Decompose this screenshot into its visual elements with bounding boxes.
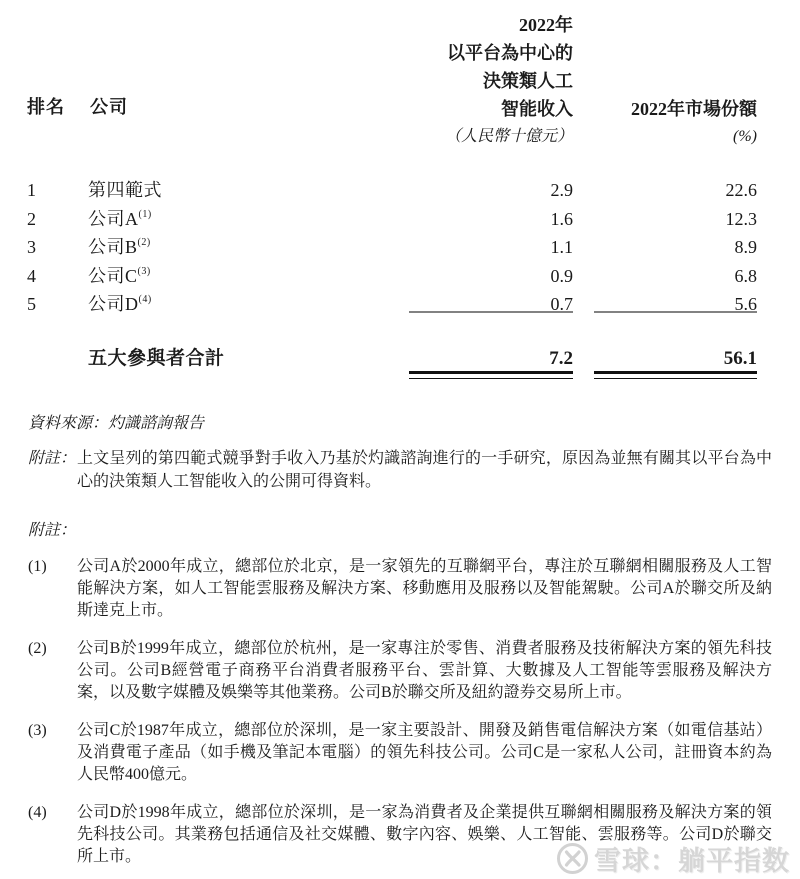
footnote-text: 公司D於1998年成立，總部位於深圳，是一家為消費者及企業提供互聯網相關服務及解決方案的領先科技公司。其業務包括通信及社交媒體、數字內容、娛樂、人工智能、雲服務等。公司D於聯交所上市。 xyxy=(77,804,772,865)
col-header-rank: 排名 xyxy=(27,97,65,117)
footnote-number: (2) xyxy=(28,640,47,657)
cell-share: 22.6 xyxy=(725,180,757,200)
cell-company xyxy=(88,233,151,261)
table-row xyxy=(0,290,800,318)
footnote-text: 公司A於2000年成立，總部位於北京，是一家領先的互聯網平台，專注於互聯網相關服務及人工智能解決方案，如人工智能雲服務及解決方案、移動應用及服務以及智能駕駛。公司A於聯交所及納斯達克上市。 xyxy=(77,558,772,619)
footnote-number: (3) xyxy=(28,722,47,739)
total-share: 56.1 xyxy=(723,348,757,369)
company-name: 公司D xyxy=(88,294,139,314)
cell-rank: 3 xyxy=(27,237,36,257)
footnote-text: 公司B於1999年成立，總部位於杭州，是一家專注於零售、消費者服務及技術解決方案的領先科技公司。公司B經營電子商務平台消費者服務平台、雲計算、大數據及人工智能等雲服務及解決方案，以及數字媒體及娛樂等其他業務。公司B於聯交所及紐約證券交易所上市。 xyxy=(77,640,772,701)
note-paragraph xyxy=(28,448,772,493)
col-header-income xyxy=(445,11,573,151)
cell-share: 5.6 xyxy=(734,294,757,314)
share-subtotal-rule xyxy=(594,311,757,313)
cell-share: 6.8 xyxy=(734,266,757,286)
company-note-ref: (1) xyxy=(138,209,152,220)
table-row xyxy=(0,176,800,204)
cell-share: 12.3 xyxy=(725,209,757,229)
col-header-income-line2: 以平台為中心的 xyxy=(447,43,573,63)
col-header-income-line4: 智能收入 xyxy=(501,99,573,119)
cell-income: 1.1 xyxy=(550,237,573,257)
cell-rank: 2 xyxy=(27,209,36,229)
xueqiu-watermark xyxy=(556,839,790,878)
xueqiu-logo-icon xyxy=(556,842,589,875)
company-name: 第四範式 xyxy=(88,180,162,200)
cell-company xyxy=(88,290,152,318)
footnote-number: (1) xyxy=(28,558,47,575)
cell-rank: 1 xyxy=(27,180,36,200)
footnote-number: (4) xyxy=(28,804,47,821)
col-header-share-title: 2022年市場份額 xyxy=(631,99,757,119)
cell-rank: 5 xyxy=(27,294,36,314)
table-header-left xyxy=(27,96,128,118)
col-header-income-unit: （人民幣十億元） xyxy=(444,128,573,145)
footnote-2 xyxy=(28,638,772,704)
col-header-share xyxy=(631,95,757,151)
company-note-ref: (3) xyxy=(137,266,151,277)
note-paragraph-text: 上文呈列的第四範式競爭對手收入乃基於灼識諮詢進行的一手研究，原因為並無有關其以平台為中心的決策類人工智能收入的公開可得資料。 xyxy=(77,450,772,490)
watermark-text: 雪球：躺平指数 xyxy=(594,846,790,876)
col-header-share-unit: (%) xyxy=(733,128,757,145)
footnote-text: 公司C於1987年成立，總部位於深圳，是一家主要設計、開發及銷售電信解決方案（如電信基站）及消費電子產品（如手機及筆記本電腦）的領先科技公司。公司C是一家私人公司，註冊資本約為人民幣400億元。 xyxy=(77,722,772,783)
company-note-ref: (4) xyxy=(138,294,152,305)
income-subtotal-rule xyxy=(409,311,573,313)
total-income: 7.2 xyxy=(549,348,573,369)
share-total-double-rule xyxy=(594,371,757,379)
cell-company xyxy=(88,176,162,204)
table-row xyxy=(0,262,800,290)
cell-share: 8.9 xyxy=(734,237,757,257)
company-name: 公司B xyxy=(88,237,138,257)
cell-company xyxy=(88,262,151,290)
income-total-double-rule xyxy=(409,371,573,379)
col-header-income-line3: 決策類人工 xyxy=(483,71,573,91)
note-paragraph-label: 附註： xyxy=(28,450,77,467)
company-name: 公司A xyxy=(88,209,139,229)
col-header-company: 公司 xyxy=(90,97,128,117)
table-row xyxy=(0,233,800,261)
footnote-3 xyxy=(28,720,772,786)
company-note-ref: (2) xyxy=(137,237,151,248)
source-line: 資料來源：灼識諮詢報告 xyxy=(28,415,205,432)
cell-income: 0.7 xyxy=(550,294,573,314)
cell-company xyxy=(88,205,152,233)
cell-income: 2.9 xyxy=(550,180,573,200)
company-name: 公司C xyxy=(88,266,138,286)
total-label: 五大參與者合計 xyxy=(88,348,225,369)
footnote-1 xyxy=(28,556,772,622)
cell-rank: 4 xyxy=(27,266,36,286)
table-total-row xyxy=(0,345,800,373)
col-header-income-line1: 2022年 xyxy=(519,15,573,35)
notes-heading: 附註： xyxy=(28,522,77,539)
table-row xyxy=(0,205,800,233)
cell-income: 1.6 xyxy=(550,209,573,229)
cell-income: 0.9 xyxy=(550,266,573,286)
